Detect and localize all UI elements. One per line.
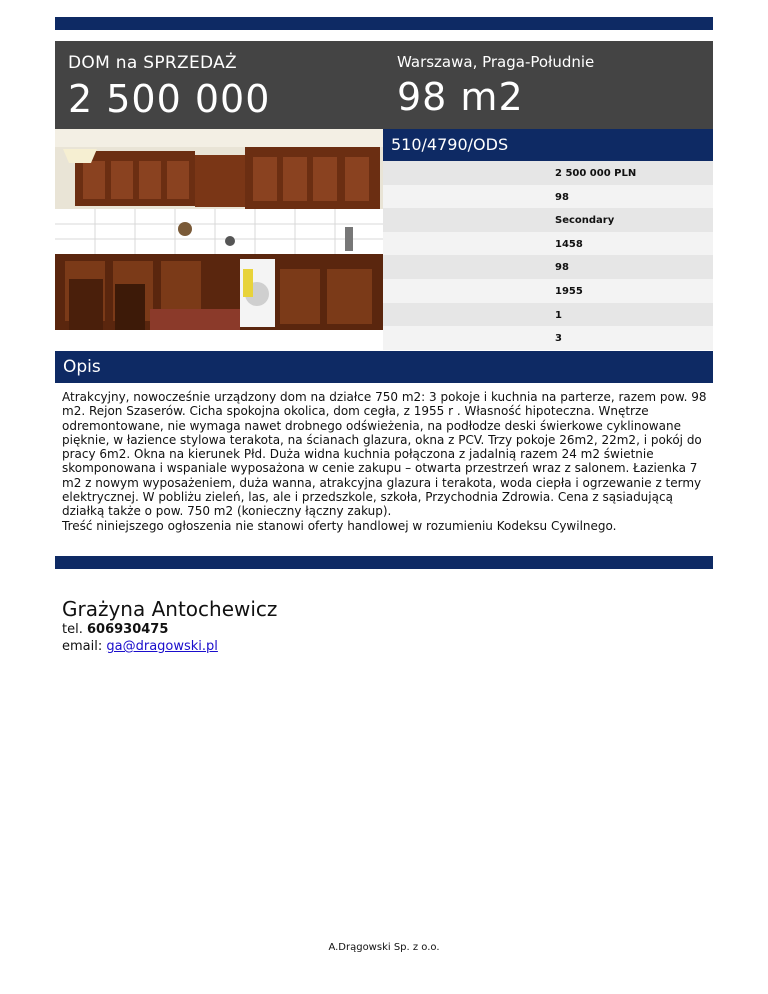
agent-phone: 606930475 — [86, 622, 169, 637]
kitchen-photo — [55, 129, 383, 330]
top-divider-bar — [55, 17, 713, 30]
param-value: 1 — [555, 309, 562, 321]
description-heading-bar — [55, 351, 713, 383]
phone-label: tel. — [62, 622, 83, 637]
description-text: Atrakcyjny, nowocześnie urządzony dom na działce 750 m2: 3 pokoje i kuchnia na parterze, razem pow. 98 m2. Rejon Szaserów. Cicha spokojna okolica, dom cegła, z 1955 r . Własność hipoteczna. Wnętrze odremontowane, nie wymaga nawet drobnego odświeżenia, na podłodze deski świerkowe cyklinowane pięknie, w łazience stylowa terakota, na ścianach glazura, okna z PCV. Trzy pokoje 26m2, 22m2, i pokój do pracy 6m2. Okna na kierunek Płd. Duża widna kuchnia połączona z jadalnią razem 24 m2 świetnie skomponowana i wspaniale wyposażona w cenie zakupu – otwarta przestrzeń wraz z salonem. Łazienka 7 m2 z nowym wyposażeniem, duża wanna, atrakcyjna glazura i terakota, woda ciepła i ogrzewanie z termy elektrycznej. W pobliżu zieleń, las, ale i przedszkole, szkoła, Przychodnia Zdrowia. Cena z sąsiadującą działką także o pow. 750 m2 (konieczny łączny zakup). — [62, 390, 707, 519]
param-value: 1458 — [555, 238, 583, 250]
listing-reference: 510/4790/ODS — [391, 135, 509, 154]
param-row — [383, 208, 713, 232]
listing-header — [55, 41, 713, 129]
property-type: DOM na SPRZEDAŻ — [68, 53, 237, 73]
agent-name: Grażyna Antochewicz — [62, 597, 278, 621]
listing-reference-bar — [383, 129, 713, 161]
param-value: 3 — [555, 333, 562, 345]
agent-phone-line — [62, 621, 277, 638]
listing-parameters — [383, 161, 713, 350]
bottom-divider-bar — [55, 556, 713, 569]
param-row — [383, 303, 713, 327]
param-value: Secondary — [555, 215, 615, 227]
param-row — [383, 255, 713, 279]
property-location: Warszawa, Praga-Południe — [397, 53, 595, 71]
agent-email-line — [62, 638, 277, 655]
agent-email-link[interactable]: ga@dragowski.pl — [106, 639, 218, 654]
param-row — [383, 326, 713, 350]
param-row — [383, 185, 713, 209]
property-price: 2 500 000 — [68, 77, 271, 121]
param-value: 98 — [555, 262, 569, 274]
param-row — [383, 232, 713, 256]
param-value: 2 500 000 PLN — [555, 168, 637, 179]
agent-contact — [62, 597, 277, 655]
legal-disclaimer: Treść niniejszego ogłoszenia nie stanowi oferty handlowej w rozumieniu Kodeksu Cywilnego. — [62, 518, 617, 533]
param-row — [383, 279, 713, 303]
footer-company: A.Drągowski Sp. z o.o. — [328, 942, 440, 953]
description-body — [62, 390, 710, 533]
property-area: 98 m2 — [397, 75, 524, 119]
description-heading: Opis — [63, 357, 101, 377]
email-label: email: — [62, 639, 103, 654]
header-price-block — [68, 53, 270, 121]
param-value: 98 — [555, 191, 569, 203]
param-value: 1955 — [555, 285, 583, 297]
header-location-block — [397, 53, 594, 119]
param-row — [383, 161, 713, 185]
